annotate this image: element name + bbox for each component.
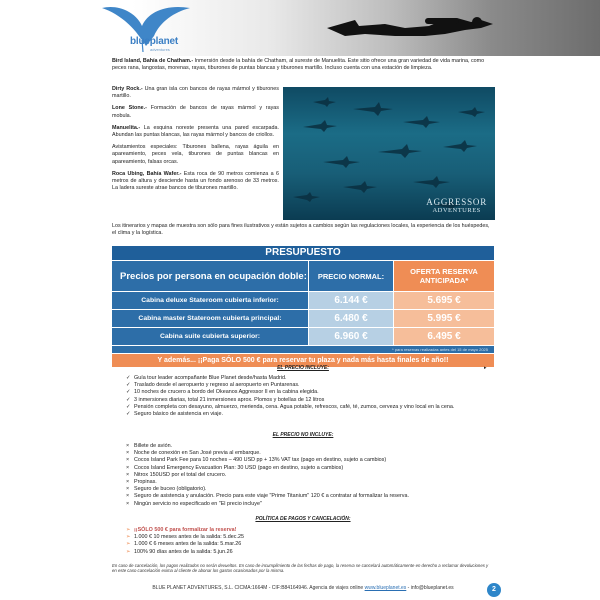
list-item	[126, 549, 486, 556]
check-icon: ✓	[126, 396, 131, 403]
list-item-text: Billete de avión.	[134, 443, 173, 449]
policy-title: POLÍTICA DE PAGOS Y CANCELACIÓN:	[255, 516, 351, 522]
list-item-text: 3 inmersiones diarias, total 21 inmersiones aprox. Plomos y botellas de 12 litros	[134, 396, 325, 403]
pricing-footnote: * para reservas realizadas antes del 15 de mayo 2025	[112, 346, 494, 353]
list-item	[126, 541, 486, 548]
list-item	[126, 382, 486, 389]
logo-subtitle: adventures	[150, 47, 170, 52]
site-name: Manuelita.-	[112, 124, 141, 131]
cross-icon: ×	[126, 471, 130, 478]
list-item-text: Nitrox 150USD por el total del crucero.	[134, 471, 227, 478]
list-item-text: Ningún servicio no especificado en "El precio incluye"	[134, 500, 262, 507]
stray-bullet: ▸	[484, 365, 487, 371]
list-item-text: Noche de conexión en San José previa al embarque.	[134, 450, 261, 457]
normal-price: 6.960 €	[309, 328, 393, 345]
offer-price: 6.495 €	[394, 328, 494, 345]
footer-email-text: - info@blueplanet.es	[406, 585, 454, 591]
cabin-label: Cabina master Stateroom cubierta principal:	[112, 310, 308, 327]
list-item	[126, 443, 486, 450]
offer-price: 5.995 €	[394, 310, 494, 327]
site-paragraph	[112, 125, 279, 139]
pricing-row	[112, 328, 494, 345]
pricing-header-label: Precios por persona en ocupación doble:	[112, 261, 308, 291]
normal-price: 6.480 €	[309, 310, 393, 327]
check-icon: ✓	[126, 375, 131, 381]
list-item	[126, 450, 486, 457]
footer-company-text: BLUE PLANET ADVENTURES, S.L. CICMA:1664M - CIF:B84164946. Agencia de viajes online	[152, 585, 365, 591]
site-name: Lone Stone.-	[112, 105, 147, 112]
list-item-text: 10 noches de crucero a bordo del Okeanos Aggressor II en la cabina elegida.	[134, 389, 319, 396]
check-icon: ✓	[126, 382, 131, 389]
list-item	[126, 375, 486, 382]
not-included-title: EL PRECIO NO INCLUYE:	[272, 432, 334, 438]
list-item-text: 1.000 € 6 meses antes de la salida: 5.mar.26	[134, 541, 242, 548]
list-item	[126, 472, 486, 479]
cancellation-legal-text: En caso de cancelación, los pagos realizados no serán devueltos. En caso de incumplimiento de las fechas de pago, la reserva se cancelará automáticamente en derecho a reclamar devoluciones y en este caso cancelación exima al cliente de abonar los gastos ocasionados por la misma.	[112, 563, 489, 574]
intro-paragraph	[112, 58, 494, 73]
list-item	[126, 404, 486, 411]
arrow-icon: ➢	[126, 527, 131, 533]
list-item-text: Traslado desde el aeropuerto y regreso al aeropuerto en Puntarenas.	[134, 382, 300, 389]
policy-list	[126, 527, 486, 556]
aggressor-adventures-logo	[426, 197, 487, 214]
cross-icon: ×	[126, 500, 130, 507]
cabin-label: Cabina suite cubierta superior:	[112, 328, 308, 345]
list-item-text: 1.000 € 10 meses antes de la salida: 5.dec.25	[134, 534, 244, 541]
included-title: EL PRECIO INCLUYE:	[277, 365, 329, 371]
diver-silhouette-icon	[325, 6, 500, 46]
list-item-text: ¡¡SÓLO 500 € para formalizar la reserva!	[134, 527, 237, 533]
cross-icon: ×	[126, 457, 130, 464]
arrow-icon: ➢	[126, 548, 131, 555]
list-item	[126, 465, 486, 472]
arrow-icon: ➢	[126, 534, 131, 541]
intro-site-name: Bird Island, Bahía de Chatham.-	[112, 58, 194, 64]
pricing-row	[112, 310, 494, 327]
included-list	[126, 375, 486, 418]
reservation-banner: Y además... ¡¡Paga SÓLO 500 € para reservar tu plaza y nada más hasta finales de año!!	[112, 354, 494, 367]
photo-brand-line2: ADVENTURES	[432, 207, 481, 214]
list-item	[126, 493, 486, 500]
col-offer-price: OFERTA RESERVA ANTICIPADA*	[394, 261, 494, 291]
check-icon: ✓	[126, 403, 131, 410]
site-paragraph	[112, 86, 279, 100]
dive-sites-column	[112, 86, 279, 197]
photo-brand-line1: AGGRESSOR	[426, 197, 487, 207]
site-text: La esquina noreste presenta una pared escarpada. Abundan las puntas blancas, las rayas mármol y bancos de criollos.	[112, 124, 279, 139]
cross-icon: ×	[126, 464, 130, 471]
page-number-badge: 2	[487, 583, 501, 597]
list-item	[126, 534, 486, 541]
cross-icon: ×	[126, 479, 130, 486]
cross-icon: ×	[126, 493, 130, 500]
cross-icon: ×	[126, 443, 130, 449]
website-link[interactable]: www.blueplanet.es	[364, 585, 407, 591]
page-header	[0, 0, 600, 56]
not-included-list	[126, 443, 486, 508]
list-item-text: Guía tour leader acompañante Blue Planet desde/hasta Madrid.	[134, 375, 287, 381]
site-text: Avistamientos especiales: Tiburones ballena, rayas águila en apareamiento, peces vela, tiburones de puntas blancas en apareamiento, falsas orcas.	[112, 144, 279, 165]
site-text: Formación de bancos de rayas mármol y rayas mobula.	[112, 105, 279, 119]
col-normal-price: PRECIO NORMAL:	[309, 261, 393, 291]
hammerhead-sharks-photo	[283, 87, 495, 220]
list-item	[126, 389, 486, 396]
normal-price: 6.144 €	[309, 292, 393, 309]
list-item-text: Cocos Island Emergency Evacuation Plan: 30 USD (pago en destino, sujeto a cambios)	[134, 464, 344, 471]
intro-text: Inmersión desde la bahía de Chatham, al sureste de Manuelita. Este sitio ofrece una gran variedad de vida marina, como peces rana, langostas, morenas, rayas, tiburones de puntas blancas y tiburones martillo. Incluso cuenta con una estación de limpieza.	[112, 58, 485, 72]
list-item-text: Seguro de asistencia y anulación. Precio para este viaje "Prime Titanium" 120 € a contratar al formalizar la reserva.	[134, 493, 409, 500]
list-item-text: 100% 90 días antes de la salida: 5.jun.26	[134, 548, 233, 555]
list-item-text: Propinas.	[134, 479, 157, 486]
list-item-text: Seguro de buceo (obligatorio).	[134, 486, 207, 493]
list-item	[126, 457, 486, 464]
cross-icon: ×	[126, 450, 130, 457]
list-item-text: Cocos Island Park Fee para 10 noches – 490 USD pp + 13% VAT tax (pago en destino, sujeto a cambios)	[134, 457, 387, 464]
site-name: Dirty Rock.-	[112, 86, 143, 92]
site-paragraph	[112, 105, 279, 119]
site-text: Esta roca de 90 metros comienza a 6 metros de altura y desciende hasta un fondo arenoso de 33 metros. La ladera sureste atrae bancos de tiburones martillo.	[112, 170, 279, 192]
list-item	[126, 486, 486, 493]
pricing-title: PRESUPUESTO	[112, 246, 494, 260]
offer-price: 5.695 €	[394, 292, 494, 309]
check-icon: ✓	[126, 389, 131, 396]
list-item	[126, 501, 486, 508]
site-paragraph	[112, 171, 279, 193]
check-icon: ✓	[126, 411, 131, 418]
list-item	[126, 479, 486, 486]
cross-icon: ×	[126, 486, 130, 493]
list-item	[126, 397, 486, 404]
pricing-table	[112, 246, 494, 367]
site-name: Roca Ubing, Bahía Wafer.-	[112, 170, 182, 177]
itinerary-disclaimer: Los itinerarios y mapas de muestra son sólo para fines ilustrativos y están sujetos a cambios según las regulaciones locales, la experiencia de los huéspedes, el clima y la logística.	[112, 223, 490, 237]
list-item-text: Pensión completa con desayuno, almuerzo, merienda, cena. Agua potable, refrescos, café, té, zumos, cerveza y vino local en la cena.	[134, 403, 455, 410]
site-paragraph	[112, 144, 279, 166]
list-item-text: Seguro básico de asistencia en viaje.	[134, 411, 224, 418]
cabin-label: Cabina deluxe Stateroom cubierta inferior:	[112, 292, 308, 309]
arrow-icon: ➢	[126, 541, 131, 548]
page-footer	[112, 585, 494, 591]
pricing-header-row	[112, 261, 494, 291]
list-item	[126, 527, 486, 534]
list-item	[126, 411, 486, 418]
pricing-row	[112, 292, 494, 309]
logo-text: blueplanet	[130, 36, 179, 47]
site-text: Una gran isla con bancos de rayas mármol y tiburones martillo.	[112, 86, 279, 100]
